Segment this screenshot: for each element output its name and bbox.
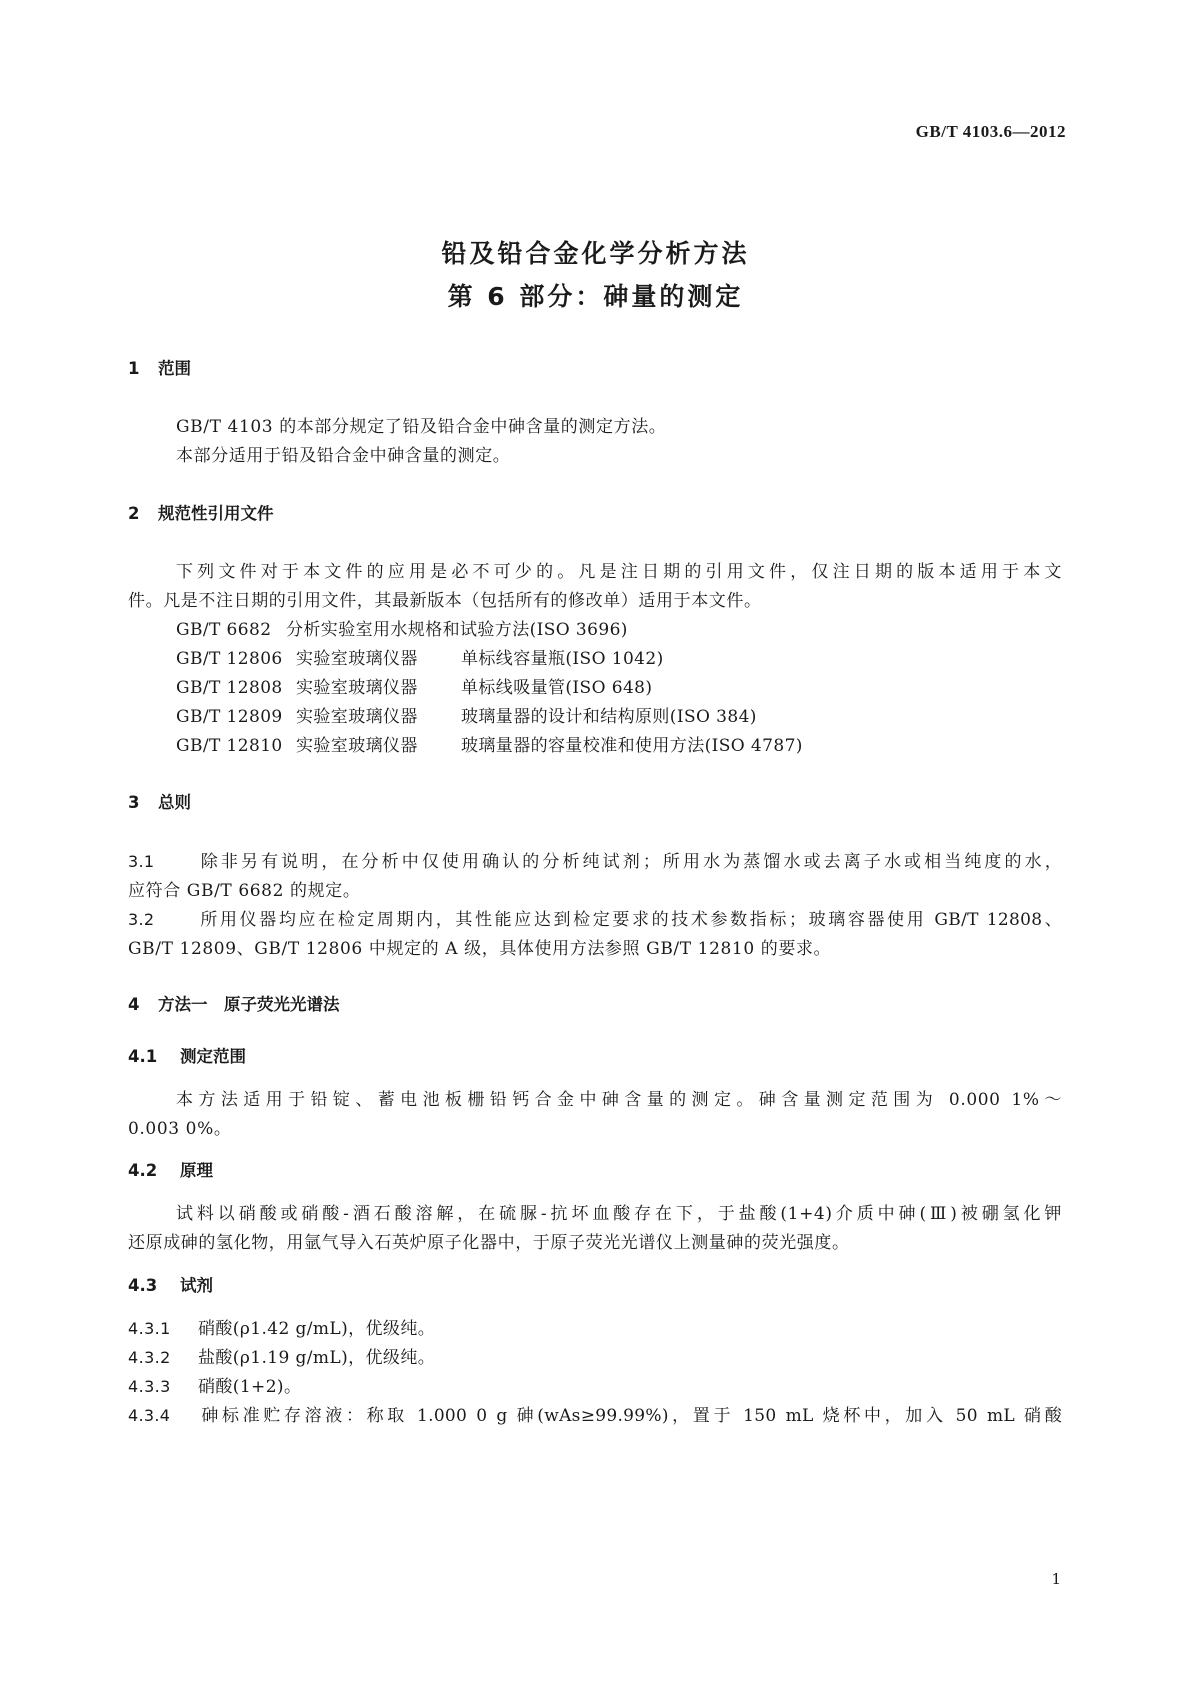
- paragraph: GB/T 4103 的本部分规定了铅及铅合金中砷含量的测定方法。: [176, 417, 667, 437]
- subsection-4-2-heading: [128, 1157, 213, 1181]
- reference-title: 玻璃量器的容量校准和使用方法(ISO 4787): [461, 736, 803, 756]
- clause-3-1: [128, 847, 1062, 872]
- reagent-text: 盐酸(ρ1.19 g/mL)，优级纯。: [198, 1348, 436, 1368]
- reagent-number: 4.3.4: [128, 1406, 171, 1425]
- page-number: 1: [1051, 1570, 1061, 1588]
- clause-text: 除非另有说明，在分析中仅使用确认的分析纯试剂；所用水为蒸馏水或去离子水或相当纯度的水，: [198, 852, 1062, 872]
- section-3-heading: [128, 789, 191, 813]
- clause-text-continued: GB/T 12809、GB/T 12806 中规定的 A 级，具体使用方法参照 GB/T 12810 的要求。: [128, 939, 832, 959]
- section-number: 2: [128, 504, 140, 523]
- section-title: 规范性引用文件: [158, 504, 274, 523]
- paragraph-line: 还原成砷的氢化物，用氩气导入石英炉原子化器中，于原子荧光光谱仪上测量砷的荧光强度。: [128, 1233, 850, 1253]
- paragraph-line: 下列文件对于本文件的应用是必不可少的。凡是注日期的引用文件，仅注日期的版本适用于本文: [176, 562, 1062, 582]
- section-2-heading: [128, 500, 274, 524]
- reference-code: GB/T 12809: [176, 707, 283, 727]
- clause-3-2: [128, 905, 1062, 930]
- section-number: 4: [128, 995, 140, 1014]
- paragraph-line: 件。凡是不注日期的引用文件，其最新版本（包括所有的修改单）适用于本文件。: [128, 591, 762, 611]
- section-title: 范围: [158, 359, 191, 378]
- reference-code: GB/T 12810: [176, 736, 283, 756]
- section-number: 4.2: [128, 1161, 158, 1180]
- section-title: 总则: [158, 793, 191, 812]
- clause-text: 所用仪器均应在检定周期内，其性能应达到检定要求的技术参数指标；玻璃容器使用 GB/T 12808、: [198, 910, 1062, 930]
- document-title: 铅及铅合金化学分析方法: [441, 239, 750, 268]
- reagent-text: 砷标准贮存溶液：称取 1.000 0 g 砷(wAs≥99.99%)，置于 150 mL 烧杯中，加入 50 mL 硝酸: [198, 1406, 1062, 1426]
- document-subtitle: 第 6 部分：砷量的测定: [447, 282, 744, 311]
- clause-number: 3.2: [128, 910, 155, 929]
- reference-item: [176, 644, 664, 669]
- section-title: 试剂: [180, 1276, 213, 1295]
- reagent-number: 4.3.1: [128, 1319, 171, 1338]
- subsection-4-1-heading: [128, 1043, 246, 1067]
- section-number: 3: [128, 793, 140, 812]
- section-number: 4.1: [128, 1047, 158, 1066]
- reagent-item: [128, 1314, 435, 1339]
- reference-group: 实验室玻璃仪器: [296, 736, 418, 756]
- paragraph-line: 试料以硝酸或硝酸-酒石酸溶解，在硫脲-抗坏血酸存在下，于盐酸(1+4)介质中砷(Ⅲ)被硼氢化钾: [176, 1204, 1062, 1224]
- section-1-heading: [128, 355, 191, 379]
- reference-group: 实验室玻璃仪器: [296, 707, 418, 727]
- standard-code: GB/T 4103.6—2012: [915, 122, 1066, 141]
- reference-item: [176, 731, 803, 756]
- section-number: 1: [128, 359, 140, 378]
- clause-number: 3.1: [128, 852, 155, 871]
- reference-title: 玻璃量器的设计和结构原则(ISO 384): [461, 707, 757, 727]
- paragraph: 本部分适用于铅及铅合金中砷含量的测定。: [176, 446, 511, 466]
- clause-text-continued: 应符合 GB/T 6682 的规定。: [128, 881, 361, 901]
- reference-item: [176, 702, 757, 727]
- reagent-text: 硝酸(ρ1.42 g/mL)，优级纯。: [198, 1319, 436, 1339]
- section-title: 原理: [180, 1161, 213, 1180]
- reference-title: 单标线容量瓶(ISO 1042): [461, 649, 664, 669]
- reference-title: 单标线吸量管(ISO 648): [461, 678, 653, 698]
- reagent-number: 4.3.3: [128, 1377, 171, 1396]
- reagent-item: [128, 1343, 435, 1368]
- reference-code: GB/T 6682: [176, 620, 272, 640]
- paragraph-line: 本方法适用于铅锭、蓄电池板栅铅钙合金中砷含量的测定。砷含量测定范围为 0.000 1%～: [176, 1090, 1062, 1110]
- paragraph-line: 0.003 0%。: [128, 1119, 232, 1139]
- section-title: 测定范围: [180, 1047, 246, 1066]
- section-number: 4.3: [128, 1276, 158, 1295]
- reference-title: 分析实验室用水规格和试验方法(ISO 3696): [286, 620, 628, 640]
- subsection-4-3-heading: [128, 1272, 213, 1296]
- reference-item: [176, 673, 652, 698]
- section-title: 方法一 原子荧光光谱法: [158, 995, 340, 1014]
- reference-group: 实验室玻璃仪器: [296, 649, 418, 669]
- reference-group: 实验室玻璃仪器: [296, 678, 418, 698]
- section-4-heading: [128, 991, 340, 1015]
- reagent-number: 4.3.2: [128, 1348, 171, 1367]
- reagent-item: [128, 1372, 301, 1397]
- reference-code: GB/T 12808: [176, 678, 283, 698]
- reference-item: [176, 615, 628, 640]
- reference-code: GB/T 12806: [176, 649, 283, 669]
- reagent-item: [128, 1401, 1062, 1426]
- reagent-text: 硝酸(1+2)。: [198, 1377, 302, 1397]
